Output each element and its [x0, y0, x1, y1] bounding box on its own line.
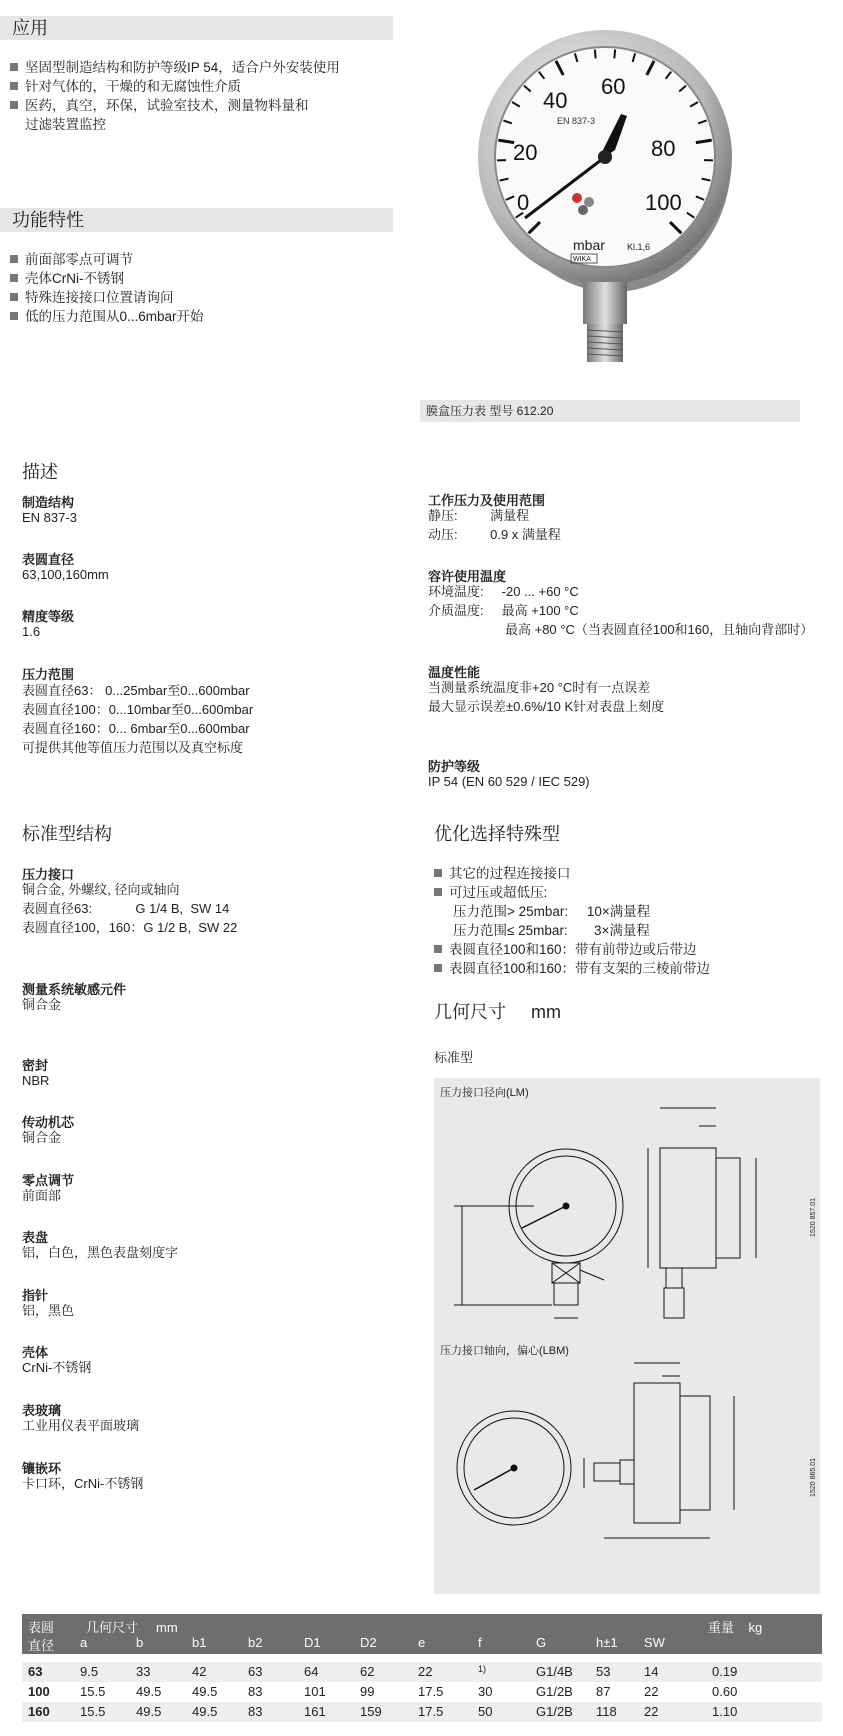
protection-value: IP 54 (EN 60 529 / IEC 529)	[428, 774, 590, 789]
gauge-tick-label: 60	[601, 74, 626, 99]
accuracy-value: 1.6	[22, 624, 41, 639]
bullet-icon	[434, 888, 442, 896]
lbm-drawing-code: 1520 865.01	[810, 1458, 817, 1497]
col-b2: b2	[248, 1635, 263, 1650]
connection-line: 表圆直径100，160：G 1/2 B, SW 22	[22, 920, 238, 935]
col-f: f	[478, 1635, 482, 1650]
gauge-tick-label: 20	[513, 140, 538, 165]
gauge-brand-label: WIKA	[573, 256, 591, 263]
bullet-icon	[434, 964, 442, 972]
range-line: 可提供其他等值压力范围以及真空标度	[22, 740, 244, 755]
pointer-value: 铝，黑色	[22, 1303, 75, 1318]
seal-label: 密封	[22, 1058, 49, 1073]
table-row: 63 9.5 33 42 63 64 62 22 1) G1/4B 53 14 0.19	[22, 1662, 822, 1682]
list-subitem: 压力范围> 25mbar: 10×满量程	[453, 904, 651, 919]
list-item: 针对气体的，干燥的和无腐蚀性介质	[10, 77, 241, 96]
col-b1: b1	[192, 1635, 207, 1650]
gauge-class-label: Kl.1,6	[627, 242, 651, 252]
movement-value: 铜合金	[22, 1130, 62, 1145]
case-value: CrNi-不锈钢	[22, 1360, 92, 1375]
range-line: 表圆直径100：0...10mbar至0...600mbar	[22, 702, 254, 717]
working-label: 工作压力及使用范围	[428, 493, 546, 508]
gauge-tick-label: 40	[543, 88, 568, 113]
movement-label: 传动机芯	[22, 1115, 75, 1130]
pressure-gauge-image	[455, 10, 745, 390]
temperature-effect-label: 温度性能	[428, 665, 481, 680]
section-title-standard: 标准型结构	[22, 824, 112, 844]
col-d2: D2	[360, 1635, 377, 1650]
ambient-temperature: 环境温度: -20 ... +60 °C	[428, 584, 579, 599]
lm-label: 压力接口径向(LM)	[440, 1087, 529, 1099]
col-d1: D1	[304, 1635, 321, 1650]
header-weight: 重量 kg	[708, 1620, 763, 1635]
dimension-drawings	[434, 1078, 820, 1594]
static-value: 静压: 满量程	[428, 508, 530, 523]
connection-line: 铜合金, 外螺纹, 径向或轴向	[22, 882, 180, 897]
gauge-caption: 膜盒压力表 型号 612.20	[420, 400, 800, 422]
lm-drawing-code: 1520 857.01	[810, 1198, 817, 1237]
element-value: 铜合金	[22, 997, 62, 1012]
temperature-effect-line: 最大显示误差±0.6%/10 K针对表盘上刻度	[428, 699, 665, 714]
bullet-icon	[434, 945, 442, 953]
header-size: 表圆	[28, 1620, 55, 1635]
section-title-description: 描述	[22, 462, 58, 482]
gauge-tick	[595, 49, 596, 58]
gauge-tick-label: 80	[651, 136, 676, 161]
section-title-options: 优化选择特殊型	[434, 824, 560, 844]
list-item: 其它的过程连接接口	[434, 864, 571, 883]
size-value: 63,100,160mm	[22, 567, 109, 582]
temperature-effect-line: 当测量系统温度非+20 °C时有一点误差	[428, 680, 651, 695]
element-label: 测量系统敏感元件	[22, 982, 127, 997]
list-item: 表圆直径100和160：带有支架的三棱前带边	[434, 959, 710, 978]
bullet-icon	[10, 101, 18, 109]
zero-value: 前面部	[22, 1188, 62, 1203]
list-item: 前面部零点可调节	[10, 250, 133, 269]
col-e: e	[418, 1635, 426, 1650]
protection-label: 防护等级	[428, 759, 481, 774]
table-row: 160 15.5 49.5 49.5 83 161 159 17.5 50 G1/2B 118 22 1.10	[22, 1702, 822, 1722]
gauge-tick	[614, 49, 615, 58]
range-line: 表圆直径160：0... 6mbar至0...600mbar	[22, 721, 250, 736]
window-label: 表玻璃	[22, 1403, 62, 1418]
list-item: 医药，真空，环保，试验室技术，测量物料量和	[10, 96, 309, 115]
accuracy-label: 精度等级	[22, 609, 75, 624]
window-value: 工业用仪表平面玻璃	[22, 1418, 140, 1433]
bullet-icon	[434, 869, 442, 877]
size-label: 表圆直径	[22, 552, 75, 567]
gauge-standard-label: EN 837-3	[557, 116, 596, 126]
dynamic-value: 动压: 0.9 x 满量程	[428, 527, 561, 542]
table-header	[22, 1614, 822, 1654]
col-b: b	[136, 1635, 144, 1650]
table-row: 100 15.5 49.5 49.5 83 101 99 17.5 30 G1/2B 87 22 0.60	[28, 1684, 738, 1699]
dial-label: 表盘	[22, 1230, 49, 1245]
dimension-drawing-panel	[434, 1078, 820, 1594]
section-title-dimensions: 几何尺寸 mm	[434, 1002, 561, 1022]
header-dimensions: 几何尺寸 mm	[86, 1620, 178, 1635]
medium-temperature-note: 最高 +80 °C（当表圆直径100和160，且轴向背部时）	[505, 622, 814, 637]
ring-label: 镶嵌环	[22, 1461, 62, 1476]
connection-label: 压力接口	[22, 867, 75, 882]
pointer-label: 指针	[22, 1288, 49, 1303]
list-item: 可过压或超低压:	[434, 883, 547, 902]
col-sw: SW	[644, 1635, 665, 1650]
range-line: 表圆直径63： 0...25mbar至0...600mbar	[22, 683, 250, 698]
col-g: G	[536, 1635, 547, 1650]
list-item: 特殊连接接口位置请询问	[10, 288, 174, 307]
bullet-icon	[10, 274, 18, 282]
seal-value: NBR	[22, 1073, 50, 1088]
construction-label: 制造结构	[22, 495, 75, 510]
bullet-icon	[10, 82, 18, 90]
list-item: 低的压力范围从0...6mbar开始	[10, 307, 204, 326]
section-header-application: 应用	[0, 16, 393, 40]
list-subitem: 压力范围≤ 25mbar: 3×满量程	[453, 923, 650, 938]
gauge-tick-label: 0	[517, 190, 530, 215]
bullet-icon	[10, 312, 18, 320]
col-h: h±1	[596, 1635, 618, 1650]
list-item: 表圆直径100和160：带有前带边或后带边	[434, 940, 697, 959]
list-item: 坚固型制造结构和防护等级IP 54，适合户外安装使用	[10, 58, 340, 77]
case-label: 壳体	[22, 1345, 49, 1360]
lbm-label: 压力接口轴向，偏心(LBM)	[440, 1345, 569, 1357]
zero-label: 零点调节	[22, 1173, 75, 1188]
dial-value: 铝，白色，黑色表盘刻度字	[22, 1245, 179, 1260]
temperature-label: 容许使用温度	[428, 569, 507, 584]
bullet-icon	[10, 255, 18, 263]
connection-line: 表圆直径63: G 1/4 B, SW 14	[22, 901, 230, 916]
col-a: a	[80, 1635, 88, 1650]
header-size-2: 直径	[28, 1638, 55, 1653]
section-header-features: 功能特性	[0, 208, 393, 232]
list-item-continuation: 过滤装置监控	[25, 117, 106, 132]
ring-value: 卡口环，CrNi-不锈钢	[22, 1476, 144, 1491]
bullet-icon	[10, 63, 18, 71]
gauge-tick-label: 100	[645, 190, 682, 215]
list-item: 壳体CrNi-不锈钢	[10, 269, 124, 288]
construction-value: EN 837-3	[22, 510, 77, 525]
bullet-icon	[10, 293, 18, 301]
ranges-label: 压力范围	[22, 667, 75, 682]
medium-temperature: 介质温度: 最高 +100 °C	[428, 603, 579, 618]
dimensions-subtitle: 标准型	[434, 1050, 474, 1065]
gauge-unit-label: mbar	[573, 237, 605, 253]
